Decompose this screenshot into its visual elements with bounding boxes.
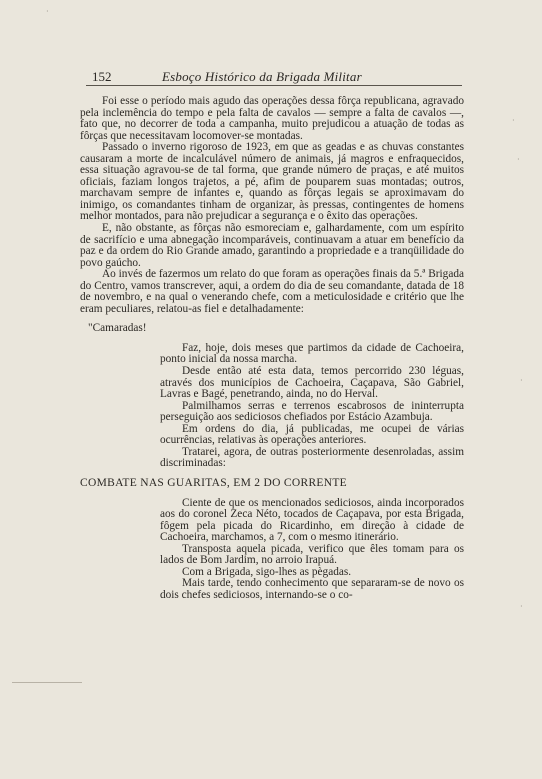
quote-paragraph: Tratarei, agora, de outras posteriormente desenroladas, assim discriminadas:: [160, 445, 464, 470]
paragraph: Passado o inverno rigoroso de 1923, em que as geadas e as chuvas constantes causaram a morte de incalculável número de animais, já magros e enfraquecidos, essa situação agravou-se de tal forma, que grande número de praças, e até muitos oficiais, faziam longos trajetos, a pé, afim de pouparem suas montadas; outros, marchavam sempre de infantes e, quando as fôrças legais se aproximavam do inimigo, os comandantes tinham de organizar, às pressas, contingentes de homens melhor montados, para não prejudicar a segurança e o êxito das operações.: [80, 141, 464, 223]
quote-paragraph: Palmilhamos serras e terrenos escabrosos de ininterrupta perseguição aos sediciosos chefiados por Estácio Azambuja.: [160, 399, 464, 424]
section-heading: COMBATE NAS GUARITAS, EM 2 DO CORRENTE: [80, 476, 348, 489]
quote-paragraph: Faz, hoje, dois meses que partimos da cidade de Cachoeira, ponto inicial da nossa marcha.: [160, 341, 464, 366]
paragraph: Ao invés de fazermos um relato do que foram as operações finais da 5.ª Brigada do Centro, vamos transcrever, aqui, a ordem do dia de seu comandante, datada de 18 de novembro, e na qual o venerando chefe, com a meticulosidade e critério que lhe eram peculiares, relatou-as fiel e detalhadamente:: [80, 268, 464, 315]
print-speck: ·: [46, 7, 49, 16]
section-paragraph: Mais tarde, tendo conhecimento que separaram-se de novo os dois chefes sediciosos, internando-se o co-: [160, 577, 464, 601]
paragraph: Foi esse o período mais agudo das operações dessa fôrça republicana, agravado pela inclemência do tempo e pela falta de cavalos — sempre a falta de cavalos —, fato que, no decorrer de toda a campanha, muito prejudicou a atuação de todas as fôrças que necessitavam locomover-se montadas.: [80, 95, 464, 142]
margin-mark: ·: [520, 602, 523, 611]
page-header: [86, 69, 462, 86]
section-body: [160, 498, 464, 602]
section-paragraph: Transposta aquela picada, verifico que êles tomam para os lados de Bom Jardim, no arroio Irapuá.: [160, 542, 464, 567]
salutation: "Camaradas!: [88, 322, 147, 335]
paragraph: E, não obstante, as fôrças não esmoreciam e, galhardamente, com um espírito de sacrifício e uma abnegação incomparáveis, continuavam a atuar em benefício da paz e da ordem do Rio Grande amado, garantindo a propriedade e a tranqüilidade do povo gaúcho.: [80, 222, 464, 269]
margin-mark: ·: [517, 155, 520, 164]
margin-mark: ·: [512, 116, 515, 125]
section-paragraph: Com a Brigada, sigo-lhes as pègadas.: [182, 565, 352, 578]
margin-mark: ·: [520, 376, 523, 385]
running-title: Esboço Histórico da Brigada Militar: [162, 69, 362, 84]
quote-paragraph: Em ordens do dia, já publicadas, me ocupei de várias ocurrências, relativas às operações anteriores.: [160, 422, 464, 447]
page-number: 152: [92, 69, 112, 84]
quoted-order: [160, 343, 464, 470]
body-text: [80, 96, 464, 601]
quote-paragraph: Desde então até esta data, temos percorrido 230 léguas, através dos municípios de Cachoeira, Caçapava, São Gabriel, Lavras e Bagé, penetrando, ainda, no do Herval.: [160, 365, 464, 401]
margin-pencil-line: [12, 682, 82, 683]
section-paragraph: Ciente de que os mencionados sediciosos, ainda incorporados aos do coronel Zeca Néto, tocados de Caçapava, por esta Brigada, fôgem pela picada do Ricardinho, em direção à cidade de Cachoeira, marchamos, a 7, com o mesmo itinerário.: [160, 496, 464, 544]
